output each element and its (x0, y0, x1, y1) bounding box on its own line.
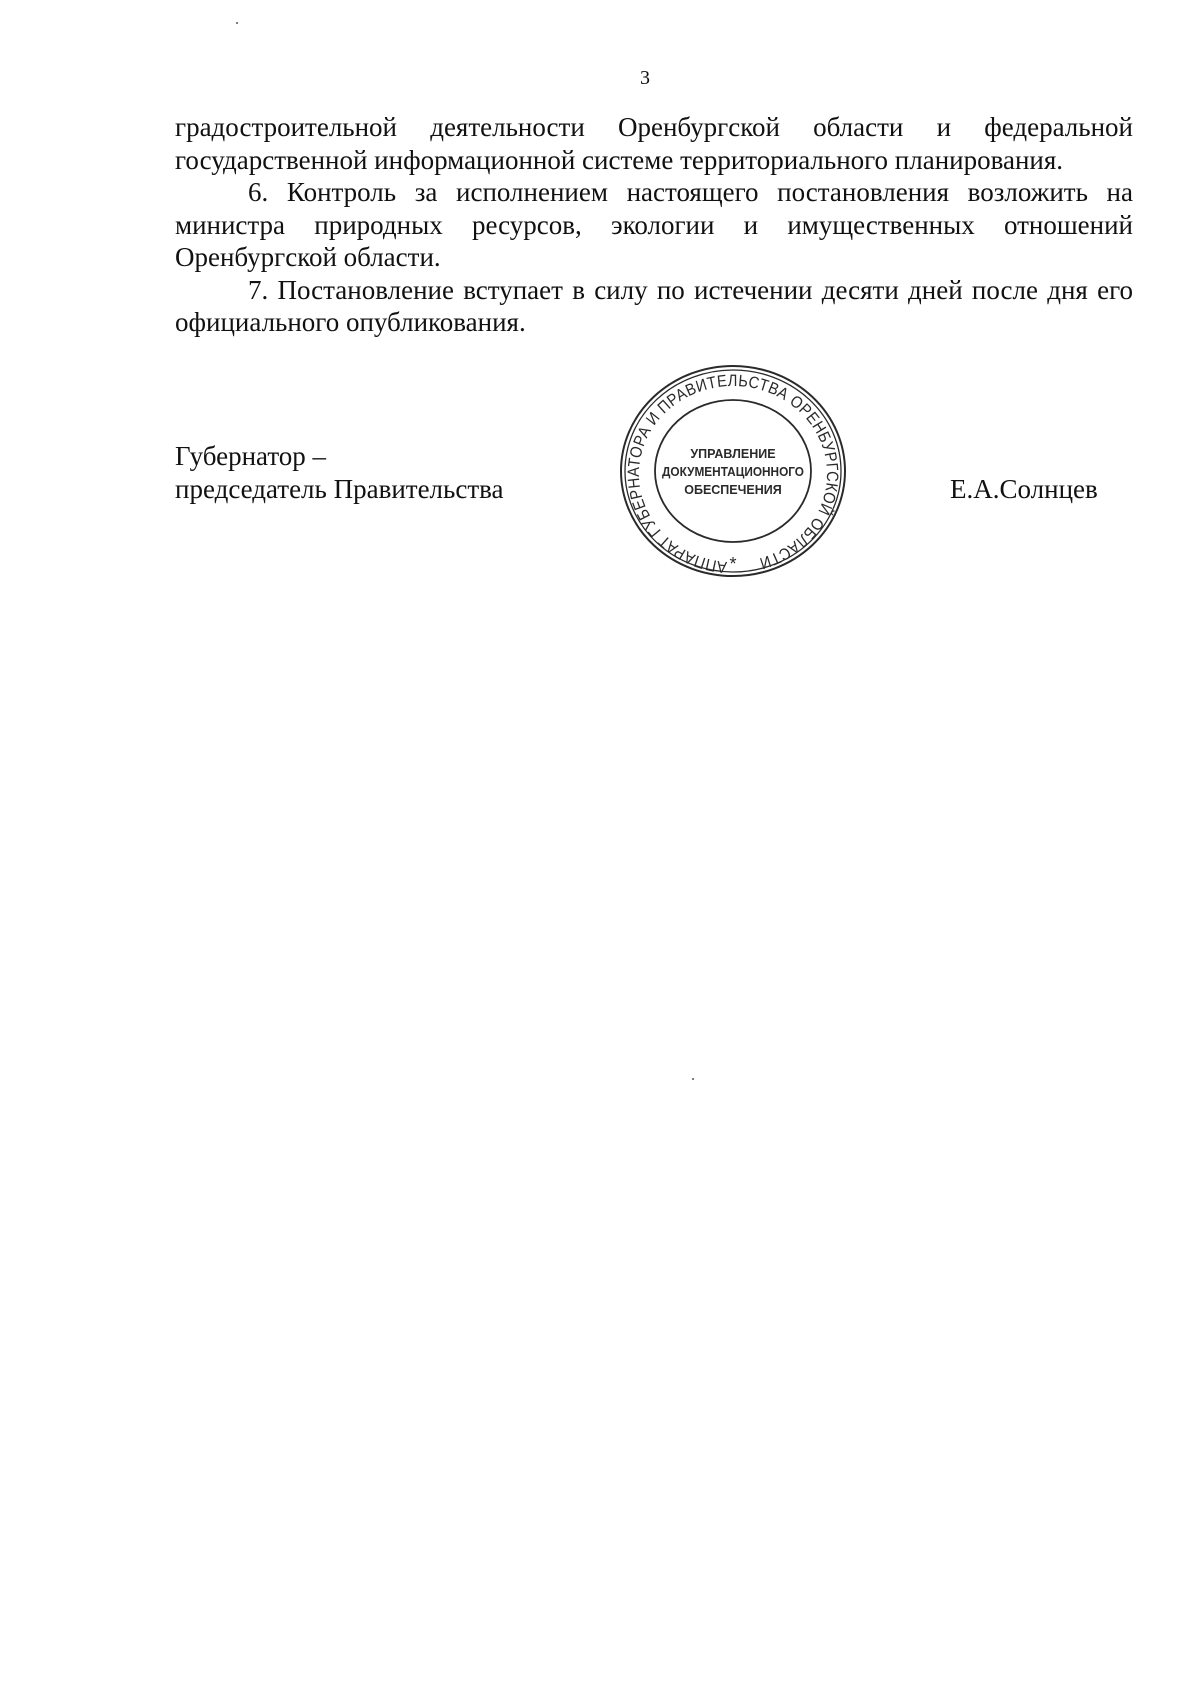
signatory-title-line-2: председатель Правительства (175, 473, 504, 504)
signatory-name: Е.А.Солнцев (950, 474, 1098, 504)
seal-center-line-3: ОБЕСПЕЧЕНИЯ (684, 483, 782, 497)
signatory-title-line-1: Губернатор – (175, 441, 327, 471)
page-number: 3 (640, 67, 650, 89)
official-seal (616, 362, 850, 580)
seal-star: * (729, 554, 737, 574)
seal-center-line-2: ДОКУМЕНТАЦИОННОГО (662, 465, 805, 479)
seal-ring-text: АППАРАТ ГУБЕРНАТОРА И ПРАВИТЕЛЬСТВА ОРЕНБУРГСКОЙ ОБЛАСТИ (624, 371, 842, 576)
paragraph-6: 6. Контроль за исполнением настоящего постановления возложить на министра природных ресурсов, экологии и имущественных отношений Оренбургской области. (175, 177, 1133, 272)
paragraph-continuation: градостроительной деятельности Оренбургской области и федеральной государственной информационной системе территориального планирования. (175, 112, 1133, 175)
scan-speck (692, 1078, 694, 1080)
signatory-title (175, 440, 504, 505)
paragraph-7: 7. Постановление вступает в силу по истечении десяти дней после дня его официального опубликования. (175, 274, 1133, 337)
scan-speck (236, 22, 238, 24)
document-body (175, 111, 1133, 339)
seal-center-line-1: УПРАВЛЕНИЕ (690, 447, 776, 461)
